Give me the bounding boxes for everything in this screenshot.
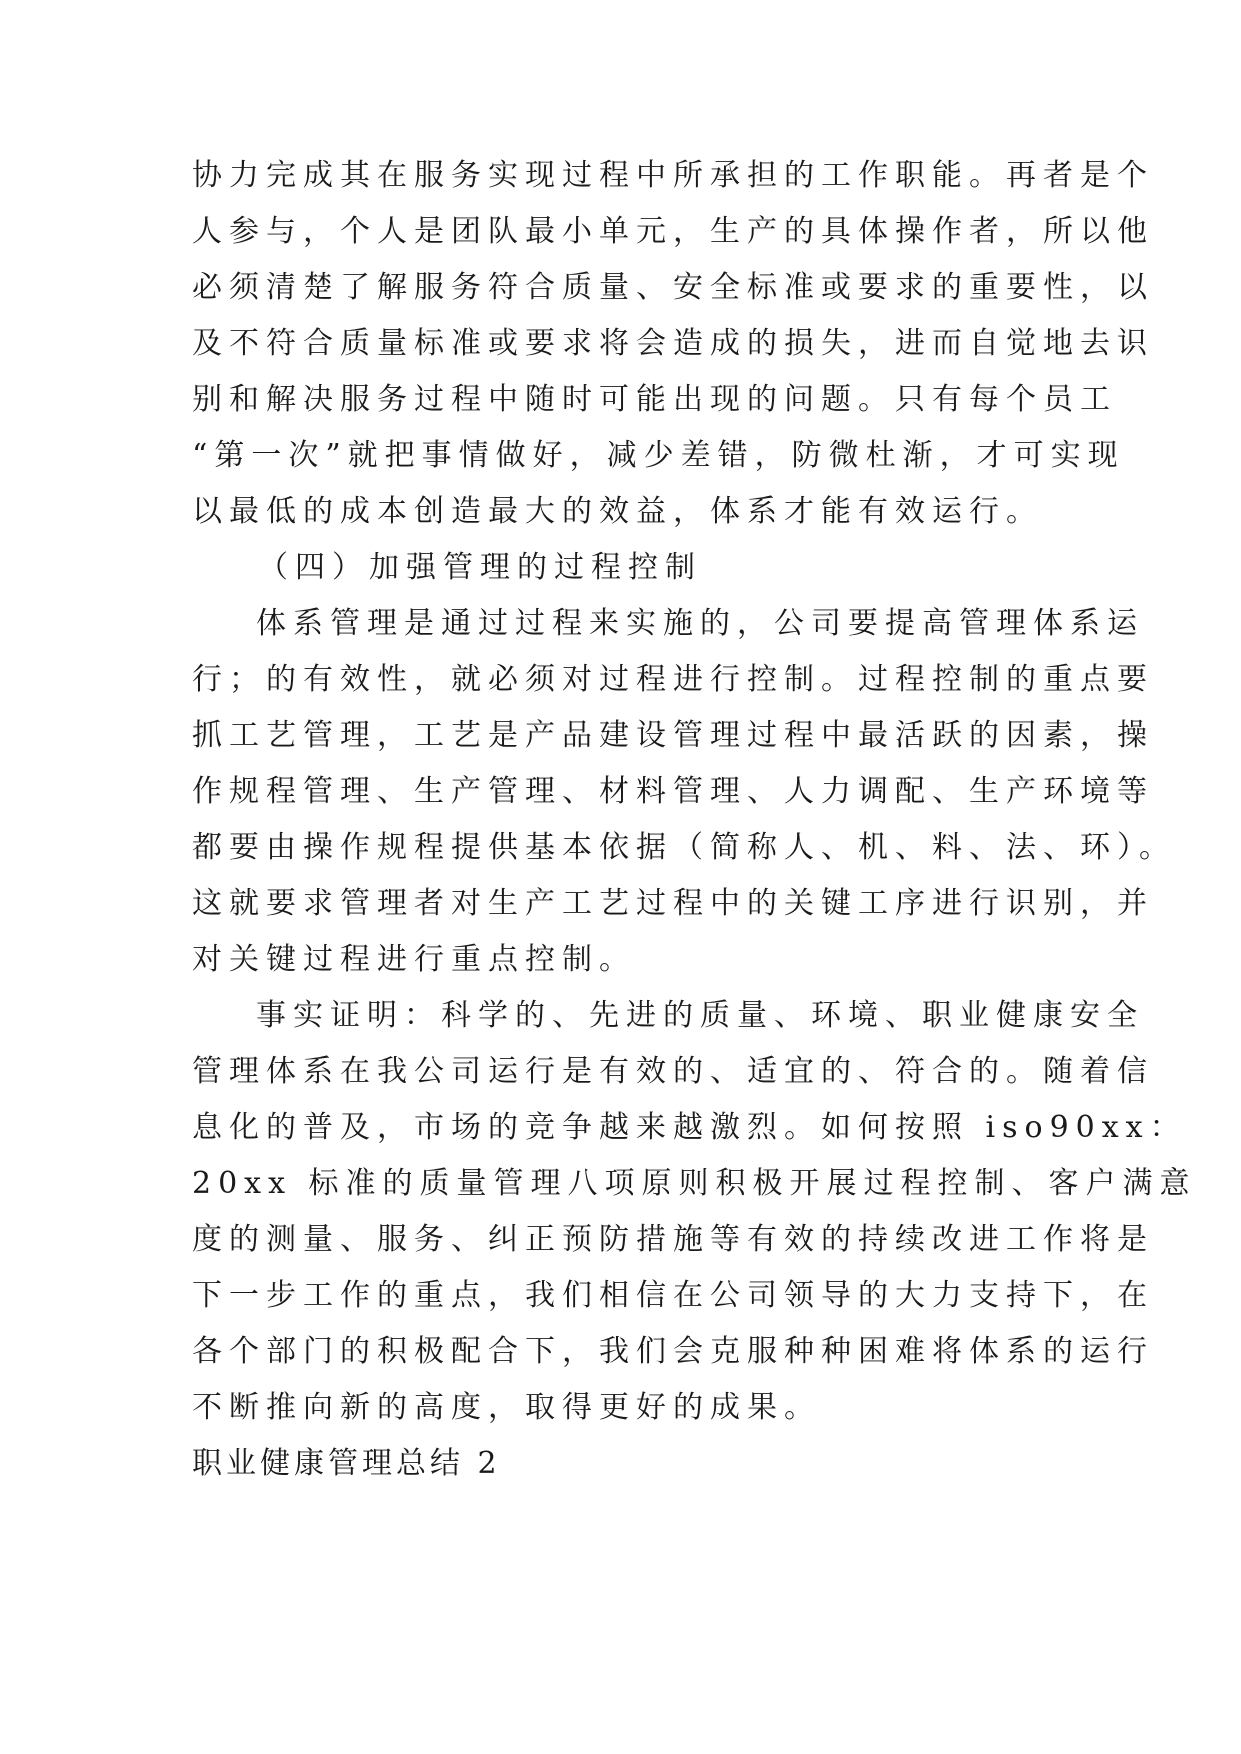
paragraph-line: 以最低的成本创造最大的效益，体系才能有效运行。	[192, 494, 1043, 529]
paragraph-line: 必须清楚了解服务符合质量、安全标准或要求的重要性，以	[192, 270, 1154, 305]
paragraph-line: 管理体系在我公司运行是有效的、适宜的、符合的。随着信	[192, 1054, 1154, 1089]
section-title: （四）加强管理的过程控制	[258, 550, 702, 585]
paragraph-line: 体系管理是通过过程来实施的，公司要提高管理体系运	[256, 606, 1144, 641]
paragraph-line: 对关键过程进行重点控制。	[192, 942, 636, 977]
paragraph-line: 别和解决服务过程中随时可能出现的问题。只有每个员工	[192, 382, 1117, 417]
paragraph-line: 抓工艺管理，工艺是产品建设管理过程中最活跃的因素，操	[192, 718, 1154, 753]
paragraph-line: 20xx 标准的质量管理八项原则积极开展过程控制、客户满意	[192, 1166, 1197, 1201]
paragraph-line: 人参与，个人是团队最小单元，生产的具体操作者，所以他	[192, 214, 1154, 249]
paragraph-line: 度的测量、服务、纠正预防措施等有效的持续改进工作将是	[192, 1222, 1154, 1257]
paragraph-line: 下一步工作的重点，我们相信在公司领导的大力支持下，在	[192, 1278, 1154, 1313]
paragraph-line: 各个部门的积极配合下，我们会克服种种困难将体系的运行	[192, 1334, 1154, 1369]
paragraph-line: 及不符合质量标准或要求将会造成的损失，进而自觉地去识	[192, 326, 1154, 361]
paragraph-line: 作规程管理、生产管理、材料管理、人力调配、生产环境等	[192, 774, 1154, 809]
paragraph-line: 息化的普及，市场的竞争越来越激烈。如何按照 iso90xx：	[192, 1110, 1187, 1145]
paragraph-line: 事实证明：科学的、先进的质量、环境、职业健康安全	[256, 998, 1144, 1033]
paragraph-line: 这就要求管理者对生产工艺过程中的关键工序进行识别，并	[192, 886, 1154, 921]
paragraph-line: “第一次”就把事情做好，减少差错，防微杜渐，才可实现	[192, 438, 1125, 473]
paragraph-line: 不断推向新的高度，取得更好的成果。	[192, 1390, 821, 1425]
paragraph-line: 协力完成其在服务实现过程中所承担的工作职能。再者是个	[192, 158, 1154, 193]
paragraph-line: 行；的有效性，就必须对过程进行控制。过程控制的重点要	[192, 662, 1154, 697]
next-section-heading: 职业健康管理总结 2	[192, 1446, 501, 1481]
paragraph-line: 都要由操作规程提供基本依据（简称人、机、料、法、环）。	[192, 830, 1176, 865]
